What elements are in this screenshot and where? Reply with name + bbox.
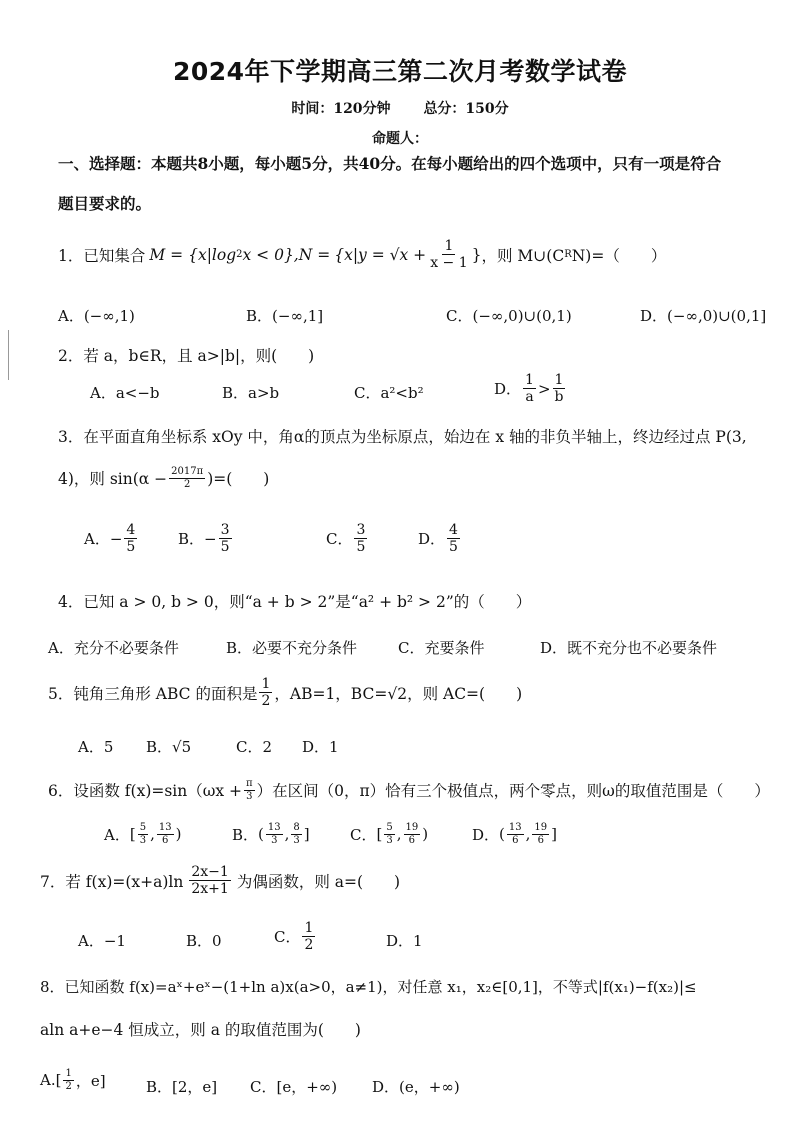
q6-frac-num: π bbox=[246, 778, 253, 789]
q1-option-a[interactable]: A．(−∞,1) bbox=[58, 307, 135, 325]
q5-option-b[interactable]: B．√5 bbox=[146, 738, 192, 756]
q2-option-d-frac1 bbox=[523, 372, 536, 405]
q2-option-d[interactable] bbox=[494, 372, 568, 405]
q3-stem-line1: 3．在平面直角坐标系 xOy 中，角α的顶点为坐标原点，始边在 x 轴的非负半轴上，终边经过点 P(3, bbox=[58, 428, 747, 446]
q1-option-c[interactable]: C．(−∞,0)∪(0,1) bbox=[446, 307, 572, 325]
q6-c-frac1 bbox=[384, 822, 394, 846]
q6-fraction bbox=[244, 778, 255, 802]
q3-a-num: 4 bbox=[126, 522, 136, 538]
q3-stem-tail: )=( ) bbox=[207, 470, 270, 488]
q1-stem-end: N)=（ ） bbox=[571, 246, 667, 265]
q5-frac-den: 2 bbox=[261, 693, 271, 710]
q7-stem-tail: 为偶函数，则 a=( ) bbox=[236, 872, 401, 891]
q7-c-den: 2 bbox=[304, 937, 314, 954]
q6-option-a[interactable]: A． [ $\frac{5}{3}$ , $\frac{13}{6}$ ) bbox=[104, 822, 182, 846]
exam-meta bbox=[0, 98, 800, 118]
q1-fraction bbox=[428, 238, 469, 271]
q6-b-frac1 bbox=[266, 822, 283, 846]
q5-stem bbox=[48, 676, 522, 709]
q7-stem-lead: 7．若 f(x)=(x+a)ln bbox=[40, 872, 184, 891]
q3-c-num: 3 bbox=[356, 522, 366, 538]
q7-option-d[interactable]: D．1 bbox=[386, 932, 423, 950]
q1-option-b[interactable]: B．(−∞,1] bbox=[246, 307, 324, 325]
q2-option-d-label: D． bbox=[494, 380, 522, 399]
q5-fraction bbox=[259, 676, 272, 709]
q3-b-num: 3 bbox=[220, 522, 230, 538]
q6-d-frac2 bbox=[532, 822, 549, 846]
q3-fraction bbox=[169, 466, 205, 490]
q1-set-n-tail: } bbox=[471, 245, 482, 264]
q2-option-a[interactable]: A．a<−b bbox=[90, 384, 160, 402]
q7-c-label: C． bbox=[274, 928, 301, 947]
q6-d-n1: 13 bbox=[508, 822, 522, 833]
q8-a-den: 2 bbox=[65, 1080, 72, 1092]
q3-a-frac bbox=[124, 522, 137, 555]
q6-b-n1: 13 bbox=[267, 822, 281, 833]
q6-c-open: [ bbox=[376, 825, 383, 843]
exam-title: 2024年下学期高三第二次月考数学试卷 bbox=[172, 57, 628, 86]
q3-option-b[interactable] bbox=[178, 522, 234, 555]
q6-c-label: C． bbox=[350, 825, 377, 844]
q1-set-n: {x|y = √x + bbox=[334, 245, 427, 264]
q4-option-b[interactable]: B．必要不充分条件 bbox=[226, 639, 358, 657]
q6-a-d1: 3 bbox=[139, 834, 147, 846]
q7-option-b[interactable]: B．0 bbox=[186, 932, 222, 950]
q8-a-num: 1 bbox=[65, 1068, 72, 1079]
q8-option-b[interactable]: B．[2，e] bbox=[146, 1078, 218, 1096]
q6-a-d2: 6 bbox=[162, 834, 169, 846]
section1-instructions-line1: 一、选择题：本题共8小题，每小题5分，共40分。在每小题给出的四个选项中，只有一项是符合 bbox=[58, 154, 722, 173]
q2-option-c[interactable]: C．a²<b² bbox=[354, 384, 424, 402]
q3-frac-den: 2 bbox=[184, 478, 191, 490]
q6-c-n2: 19 bbox=[405, 822, 419, 833]
q6-a-open: [ bbox=[129, 825, 136, 843]
q1-stem-lead: 1．已知集合 bbox=[58, 246, 146, 265]
q3-d-den: 5 bbox=[449, 539, 458, 556]
q7-c-frac bbox=[302, 920, 315, 953]
q6-a-label: A． bbox=[104, 825, 130, 844]
q5-frac-num: 1 bbox=[261, 676, 271, 692]
q7-fraction bbox=[189, 864, 230, 897]
q8-a-tail: ，e] bbox=[75, 1071, 106, 1090]
q3-option-c[interactable] bbox=[326, 522, 369, 555]
q8-a-open: [ bbox=[55, 1071, 62, 1089]
q3-option-d[interactable] bbox=[418, 522, 462, 555]
q6-d-frac1 bbox=[507, 822, 524, 846]
q3-b-label: B．− bbox=[178, 530, 217, 549]
q6-stem-lead: 6．设函数 f(x)=sin（ωx + bbox=[48, 782, 243, 800]
q7-frac-den: 2x+1 bbox=[191, 881, 229, 898]
q6-option-b[interactable]: B． ( $\frac{13}{3}$ , $\frac{8}{3}$ ] bbox=[232, 822, 310, 846]
q5-option-a[interactable]: A．5 bbox=[78, 738, 114, 756]
q6-b-close: ] bbox=[303, 825, 310, 843]
q6-c-n1: 5 bbox=[386, 822, 393, 833]
q8-stem-line2: aln a+e−4 恒成立，则 a 的取值范围为( ) bbox=[40, 1021, 361, 1039]
q2-d-den2: b bbox=[554, 389, 564, 406]
q3-c-label: C． bbox=[326, 530, 353, 549]
q7-c-num: 1 bbox=[304, 920, 314, 936]
q2-d-relation: > bbox=[537, 379, 551, 398]
q3-stem-lead: 4)，则 sin(α − bbox=[58, 470, 168, 488]
q6-b-n2: 8 bbox=[293, 822, 300, 833]
q2-option-d-frac2 bbox=[553, 372, 566, 405]
q6-b-label: B． bbox=[232, 825, 259, 844]
q1-log-base: 2 bbox=[236, 249, 243, 261]
exam-time: 时间：120分钟 bbox=[291, 101, 391, 117]
q6-d-n2: 19 bbox=[534, 822, 548, 833]
q4-stem: 4．已知 a > 0, b > 0，则“a + b > 2”是“a² + b² > 2”的（ ） bbox=[58, 593, 532, 611]
q7-option-c[interactable] bbox=[274, 920, 317, 953]
q2-stem: 2．若 a，b∈R，且 a>|b|，则( ) bbox=[58, 347, 315, 365]
q6-d-close: ] bbox=[551, 825, 557, 843]
q1-option-d[interactable]: D．(−∞,0)∪(0,1] bbox=[640, 307, 767, 325]
q1-stem-tail: ，则 M∪(C bbox=[481, 246, 565, 265]
q6-stem bbox=[48, 778, 770, 802]
q6-c-d1: 3 bbox=[386, 834, 393, 846]
q8-a-frac bbox=[63, 1068, 73, 1092]
q8-option-d[interactable]: D．(e，+∞) bbox=[372, 1078, 460, 1096]
q4-option-d[interactable]: D．既不充分也不必要条件 bbox=[540, 639, 718, 657]
q6-a-n2: 13 bbox=[158, 822, 172, 833]
q3-b-den: 5 bbox=[220, 539, 230, 556]
q8-a-label: A. bbox=[40, 1071, 56, 1089]
q1-set-m: M = {x|log bbox=[149, 245, 237, 264]
q6-a-close: ) bbox=[175, 825, 182, 843]
q6-d-d2: 6 bbox=[537, 834, 544, 846]
q3-c-den: 5 bbox=[356, 539, 366, 556]
q1-stem bbox=[58, 238, 666, 271]
q3-a-label: A．− bbox=[84, 530, 123, 549]
q6-a-frac1 bbox=[138, 822, 148, 846]
q5-stem-tail: ，AB=1，BC=√2，则 AC=( ) bbox=[274, 684, 523, 703]
q3-option-a[interactable] bbox=[84, 522, 139, 555]
q7-option-a[interactable]: A．−1 bbox=[78, 932, 126, 950]
q6-c-frac2 bbox=[404, 822, 421, 846]
q6-b-open: ( bbox=[258, 825, 264, 843]
q8-stem-line1: 8．已知函数 f(x)=aˣ+eˣ−(1+ln a)x(a>0，a≠1)，对任意 x₁，x₂∈[0,1]，不等式|f(x₁)−f(x₂)|≤ bbox=[40, 978, 697, 996]
q6-a-frac2 bbox=[157, 822, 174, 846]
q6-a-n1: 5 bbox=[139, 822, 147, 833]
q5-option-d[interactable]: D．1 bbox=[302, 738, 339, 756]
q6-stem-tail: ）在区间（0，π）恰有三个极值点，两个零点，则ω的取值范围是（ ） bbox=[256, 782, 770, 800]
q6-d-open: ( bbox=[499, 825, 505, 843]
q4-option-a[interactable]: A．充分不必要条件 bbox=[48, 639, 179, 657]
q8-option-a[interactable] bbox=[40, 1068, 106, 1092]
q3-a-den: 5 bbox=[126, 539, 136, 556]
section1-instructions-line2: 题目要求的。 bbox=[58, 194, 152, 213]
q6-d-label: D． bbox=[472, 825, 500, 844]
q6-option-c[interactable]: C． [ $\frac{5}{3}$ , $\frac{19}{6}$ ) bbox=[350, 822, 429, 846]
q1-set-m-tail: x < 0},N = bbox=[242, 245, 331, 264]
q5-stem-lead: 5．钝角三角形 ABC 的面积是 bbox=[48, 684, 258, 703]
q6-c-d2: 6 bbox=[408, 834, 416, 846]
q1-frac-den: x − 1 bbox=[430, 255, 468, 272]
q5-option-c[interactable]: C．2 bbox=[236, 738, 273, 756]
q6-b-d1: 3 bbox=[271, 834, 278, 846]
q1-complement-sub: R bbox=[564, 249, 572, 261]
q2-d-num2: 1 bbox=[554, 372, 564, 388]
q8-option-c[interactable]: C．[e，+∞) bbox=[250, 1078, 338, 1096]
q1-frac-num: 1 bbox=[444, 238, 454, 254]
q6-frac-den: 3 bbox=[246, 790, 253, 802]
q3-stem-line2 bbox=[58, 466, 269, 490]
q7-stem bbox=[40, 864, 400, 897]
q6-b-d2: 3 bbox=[293, 834, 300, 846]
q3-d-frac bbox=[447, 522, 460, 555]
q6-d-d1: 6 bbox=[512, 834, 519, 846]
q6-option-d[interactable]: D． ( $\frac{13}{6}$ , $\frac{19}{6}$ ] bbox=[472, 822, 557, 846]
q4-option-c[interactable]: C．充要条件 bbox=[398, 639, 485, 657]
q2-d-den1: a bbox=[525, 389, 534, 406]
exam-setter: 命题人： bbox=[372, 131, 428, 147]
q3-b-frac bbox=[219, 522, 232, 555]
q3-d-label: D． bbox=[418, 530, 446, 549]
q2-option-b[interactable]: B．a>b bbox=[222, 384, 280, 402]
q3-d-num: 4 bbox=[449, 522, 458, 538]
q6-c-close: ) bbox=[422, 825, 429, 843]
exam-total: 总分：150分 bbox=[423, 101, 509, 117]
q3-frac-num: 2017π bbox=[171, 466, 204, 477]
q3-c-frac bbox=[354, 522, 367, 555]
q2-d-num1: 1 bbox=[525, 372, 534, 388]
margin-line bbox=[8, 330, 9, 380]
q7-frac-num: 2x−1 bbox=[191, 864, 229, 880]
q6-b-frac2 bbox=[291, 822, 301, 846]
